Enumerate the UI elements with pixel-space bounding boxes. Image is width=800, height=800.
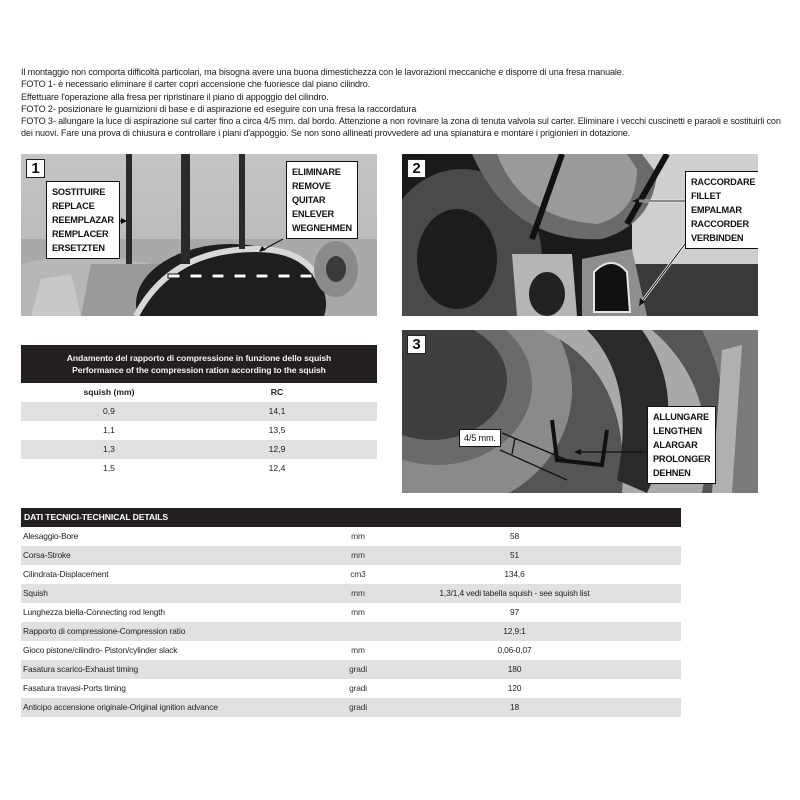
squish-value: 0,9 [103,406,115,416]
spec-value: 51 [509,550,519,560]
table-row [21,440,377,459]
squish-table-title-it: Andamento del rapporto di compressione in funzione dello squish [66,353,332,363]
spec-label: Corsa-Stroke [23,550,71,560]
intro-text [21,66,781,140]
callout-line: PROLONGER [653,454,711,464]
spec-value: 12,9:1 [503,626,526,636]
spec-unit [338,622,378,641]
squish-value: 1,3 [103,444,115,454]
table-row [21,641,681,660]
spec-value: 1,3/1,4 vedi tabella squish - see squish list [439,588,590,598]
photo-2 [402,154,758,316]
photo-3 [402,330,758,493]
intro-line: FOTO 3- allungare la luce di aspirazione sul carter fino a circa 4/5 mm. dal bordo. Attenzione a non rovinare la zona di tenuta valvola sul carter. Eliminare i vecchi cuscinetti e paraoli e sostituirli con [21,116,781,127]
table-row [21,546,681,565]
callout-remove [286,161,358,239]
spec-label: Squish [23,588,48,598]
callout-line: RACCORDARE [691,177,756,187]
table-row [21,603,681,622]
measure-label: 4/5 mm. [459,429,501,447]
spec-unit: mm [351,531,365,541]
table-row [21,584,681,603]
table-row [21,527,681,546]
spec-value: 120 [507,683,522,693]
table-row [21,402,377,421]
spec-label: Fasatura travasi-Ports timing [23,683,126,693]
callout-line: DEHNEN [653,468,691,478]
callout-line: ALLUNGARE [653,412,709,422]
technical-details-title: DATI TECNICI-TECHNICAL DETAILS [21,508,681,527]
intro-line: Il montaggio non comporta difficoltà particolari, ma bisogna avere una buona dimestichezza con le lavorazioni meccaniche e disporre di una fresa manuale. [21,67,625,77]
table-row [21,565,681,584]
spec-label: Alesaggio-Bore [23,531,79,541]
callout-lengthen [647,406,716,484]
table-row [21,459,377,478]
column-header-squish: squish (mm) [83,387,135,397]
callout-line: VERBINDEN [691,233,744,243]
spec-label: Anticipo accensione originale-Original ignition advance [23,702,218,712]
spec-value: 134,6 [504,569,525,579]
intro-line: dei nuovi. Fare una prova di chiusura e controllare i piani d'appoggio. Se non sono allineati provvedere ad una spianatura e montare i prigionieri in dotazione. [21,128,631,139]
table-row [21,421,377,440]
spec-unit: gradi [349,683,367,693]
callout-line: LENGTHEN [653,426,702,436]
callout-line: ALARGAR [653,440,698,450]
callout-line: ENLEVER [292,209,334,219]
photo-number-badge: 1 [26,159,45,178]
table-row [21,622,681,641]
squish-table [21,345,377,478]
callout-line: REPLACE [52,201,95,211]
callout-line: WEGNEHMEN [292,223,352,233]
intro-line: FOTO 1- è necessario eliminare il carter copri accensione che fuoriesce dal piano cilindro. [21,79,371,90]
squish-table-title-en: Performance of the compression ration according to the squish [72,365,326,375]
callout-line: RACCORDER [691,219,749,229]
spec-label: Lunghezza biella-Connecting rod length [23,607,165,617]
spec-unit: mm [351,550,365,560]
spec-unit: gradi [349,702,367,712]
squish-value: 1,1 [103,425,115,435]
photo-1 [21,154,377,316]
callout-fillet [685,171,758,249]
callout-line: REMOVE [292,181,331,191]
spec-label: Gioco pistone/cilindro- Piston/cylinder slack [23,645,178,655]
photo-number-badge: 3 [407,335,426,354]
callout-line: SOSTITUIRE [52,187,106,197]
spec-unit: mm [351,607,365,617]
callout-line: FILLET [691,191,721,201]
photo-number-badge: 2 [407,159,426,178]
intro-line: FOTO 2- posizionare le guarnizioni di base e di aspirazione ed eseguire con una fresa la raccordatura [21,103,417,114]
spec-label: Fasatura scarico-Exhaust timing [23,664,138,674]
spec-unit: cm3 [350,569,366,579]
rc-value: 12,9 [268,444,286,454]
spec-value: 180 [507,664,522,674]
squish-table-header [21,345,377,383]
spec-value: 18 [509,702,519,712]
callout-line: QUITAR [292,195,326,205]
spec-unit: mm [351,645,365,655]
table-row [21,660,681,679]
callout-line: REEMPLAZAR [52,215,114,225]
spec-label: Cilindrata-Displacement [23,569,109,579]
technical-details-table [21,508,681,717]
squish-value: 1,5 [103,463,115,473]
callout-line: REMPLACER [52,229,109,239]
column-header-rc: RC [270,387,284,397]
table-row [21,679,681,698]
callout-line: ERSETZTEN [52,243,105,253]
spec-value: 58 [509,531,519,541]
callout-replace [46,181,120,259]
intro-line: Effettuare l'operazione alla fresa per ripristinare il piano di appoggio del cilindro. [21,91,329,102]
spec-label: Rapporto di compressione-Compression ratio [23,626,186,636]
table-row [21,698,681,717]
rc-value: 13,5 [268,425,286,435]
callout-line: EMPALMAR [691,205,742,215]
callout-line: ELIMINARE [292,167,341,177]
spec-value: 0,06-0,07 [497,645,532,655]
rc-value: 14,1 [268,406,286,416]
squish-table-column-headers [21,383,377,402]
spec-unit: gradi [349,664,367,674]
spec-value: 97 [509,607,519,617]
rc-value: 12,4 [268,463,286,473]
spec-unit: mm [351,588,365,598]
